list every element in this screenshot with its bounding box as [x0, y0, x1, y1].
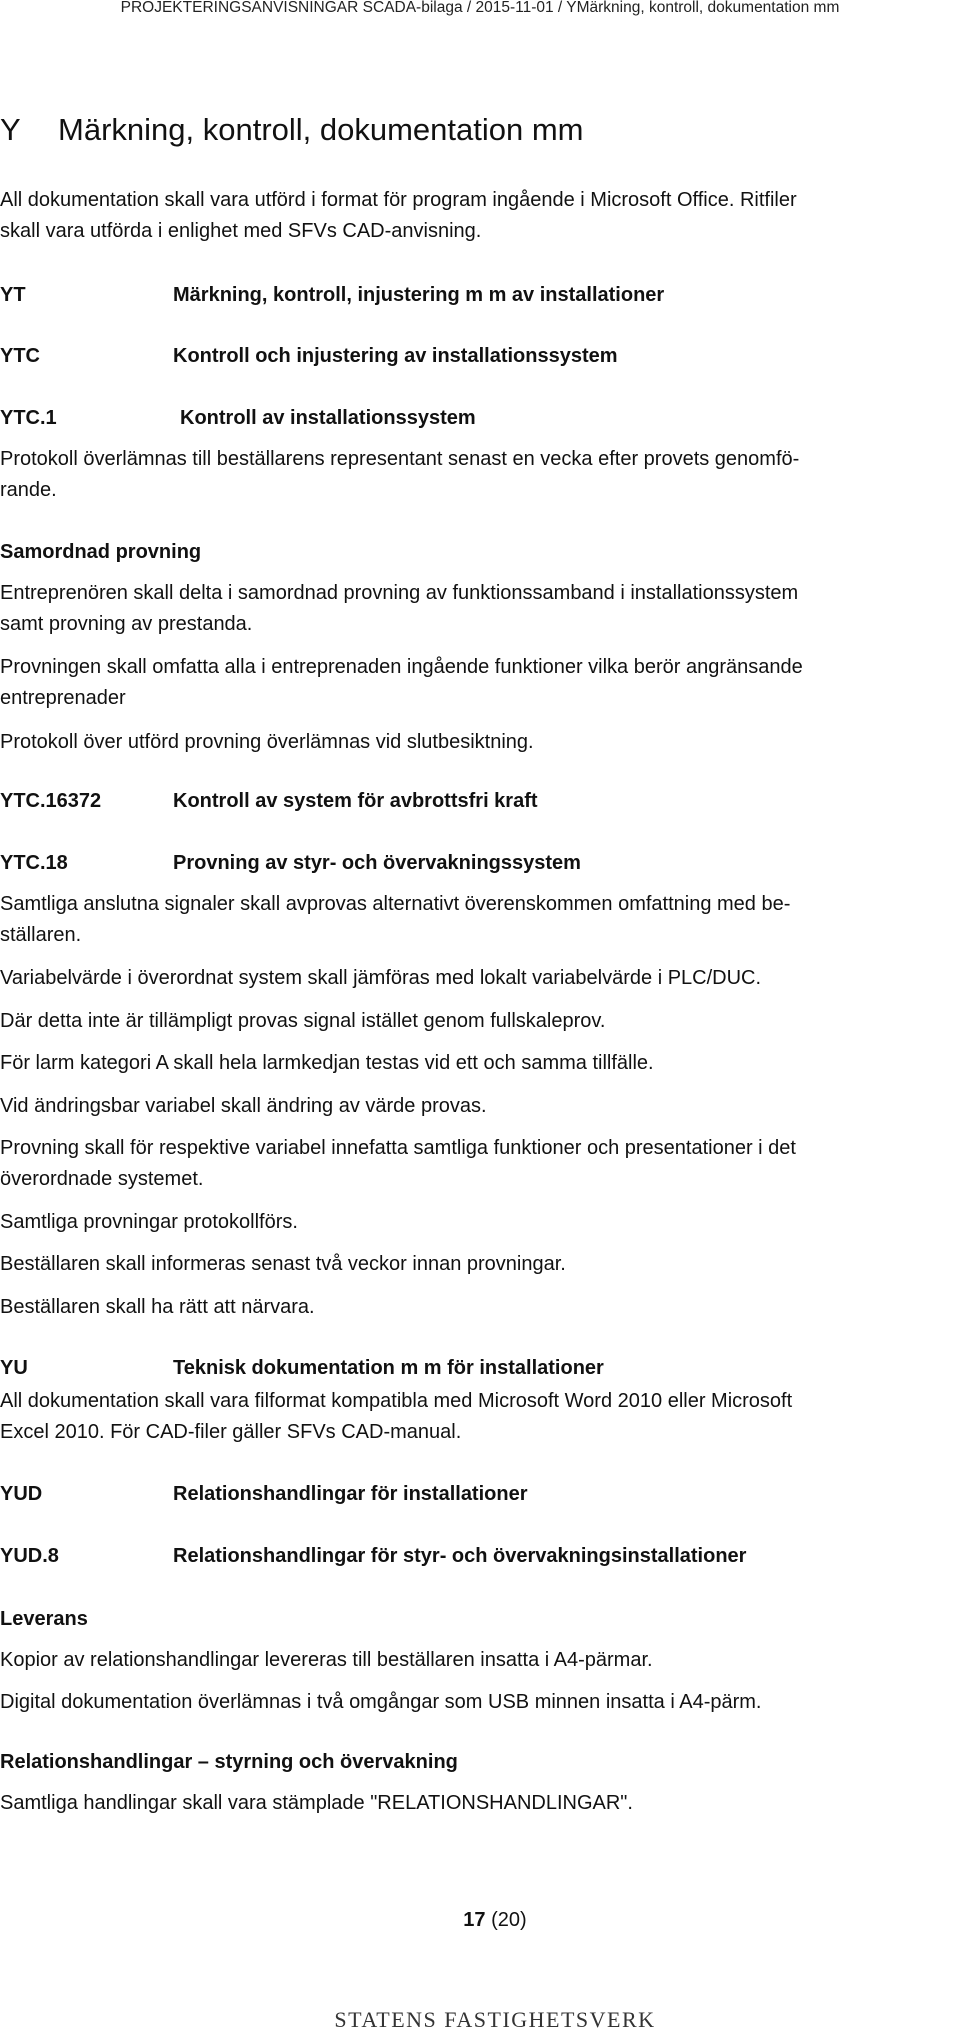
samordnad-paragraph-1 [0, 578, 945, 640]
ytc1-line-1: Protokoll överlämnas till beställarens representant senast en vecka efter provets genomfö- [0, 448, 800, 470]
section-code-ytc: YTC [0, 345, 40, 367]
yu-paragraph [0, 1386, 945, 1448]
samordnad-p1-line-2: samt provning av prestanda. [0, 613, 253, 635]
samordnad-paragraph-3: Protokoll över utförd provning överlämnas vid slutbesiktning. [0, 731, 534, 753]
section-title-ytc16372: Kontroll av system för avbrottsfri kraft [173, 790, 538, 812]
section-code-ytc16372: YTC.16372 [0, 790, 102, 812]
page-title-text: Märkning, kontroll, dokumentation mm [58, 112, 584, 147]
ytc18-paragraph-8: Beställaren skall informeras senast två veckor innan provningar. [0, 1253, 566, 1275]
leverans-paragraph-1: Kopior av relationshandlingar levereras till beställaren insatta i A4-pärmar. [0, 1649, 653, 1671]
ytc18-p1-line-2: ställaren. [0, 924, 82, 946]
intro-line-2: skall vara utförda i enlighet med SFVs CAD-anvisning. [0, 220, 482, 242]
leverans-heading: Leverans [0, 1608, 88, 1630]
ytc18-paragraph-3: Där detta inte är tillämpligt provas signal istället genom fullskaleprov. [0, 1010, 606, 1032]
section-title-ytc1: Kontroll av installationssystem [180, 407, 476, 429]
ytc18-p6-line-1: Provning skall för respektive variabel innefatta samtliga funktioner och presentationer i det [0, 1137, 796, 1159]
section-title-yt: Märkning, kontroll, injustering m m av installationer [173, 284, 665, 306]
page-title-code: Y [0, 112, 21, 147]
samordnad-p1-line-1: Entreprenören skall delta i samordnad provning av funktionssamband i installationssystem [0, 582, 799, 604]
section-title-yu: Teknisk dokumentation m m för installationer [173, 1357, 604, 1379]
ytc18-paragraph-2: Variabelvärde i överordnat system skall jämföras med lokalt variabelvärde i PLC/DUC. [0, 967, 762, 989]
ytc1-paragraph [0, 444, 945, 506]
ytc18-p6-line-2: överordnade systemet. [0, 1168, 204, 1190]
yu-line-1: All dokumentation skall vara filformat kompatibla med Microsoft Word 2010 eller Microsoft [0, 1390, 793, 1412]
intro-line-1: All dokumentation skall vara utförd i format för program ingående i Microsoft Office. Ritfiler [0, 189, 797, 211]
section-code-yud8: YUD.8 [0, 1545, 59, 1567]
ytc18-paragraph-9: Beställaren skall ha rätt att närvara. [0, 1296, 315, 1318]
section-title-ytc: Kontroll och injustering av installationssystem [173, 345, 618, 367]
running-header: PROJEKTERINGSANVISNINGAR SCADA-bilaga / 2015-11-01 / YMärkning, kontroll, dokumentation mm [120, 0, 840, 16]
footer-organization: STATENS FASTIGHETSVERK [334, 2007, 656, 2032]
section-title-ytc18: Provning av styr- och övervakningssystem [173, 852, 581, 874]
samordnad-paragraph-2 [0, 652, 945, 714]
page-number [0, 1909, 960, 1932]
ytc18-paragraph-6 [0, 1133, 945, 1195]
ytc18-p1-line-1: Samtliga anslutna signaler skall avprovas alternativt överenskommen omfattning med be- [0, 893, 791, 915]
ytc18-paragraph-7: Samtliga provningar protokollförs. [0, 1211, 298, 1233]
leverans-paragraph-2: Digital dokumentation överlämnas i två omgångar som USB minnen insatta i A4-pärm. [0, 1691, 762, 1713]
page-title [0, 110, 584, 150]
page-number-current: 17 [463, 1909, 486, 1931]
section-title-yud8: Relationshandlingar för styr- och övervakningsinstallationer [173, 1545, 747, 1567]
intro-paragraph [0, 185, 945, 247]
ytc1-line-2: rande. [0, 479, 57, 501]
section-code-yud: YUD [0, 1483, 43, 1505]
section-code-ytc1: YTC.1 [0, 407, 57, 429]
ytc18-paragraph-4: För larm kategori A skall hela larmkedjan testas vid ett och samma tillfälle. [0, 1052, 654, 1074]
samordnad-heading: Samordnad provning [0, 541, 202, 563]
section-title-yud: Relationshandlingar för installationer [173, 1483, 528, 1505]
relstyr-heading: Relationshandlingar – styrning och övervakning [0, 1751, 458, 1773]
ytc18-paragraph-5: Vid ändringsbar variabel skall ändring av värde provas. [0, 1095, 487, 1117]
section-code-yt: YT [0, 284, 26, 306]
relstyr-paragraph-1: Samtliga handlingar skall vara stämplade "RELATIONSHANDLINGAR". [0, 1792, 633, 1814]
ytc18-paragraph-1 [0, 889, 945, 951]
section-code-yu: YU [0, 1357, 28, 1379]
samordnad-p2-line-1: Provningen skall omfatta alla i entreprenaden ingående funktioner vilka berör angränsande [0, 656, 803, 678]
page-number-total: (20) [491, 1909, 527, 1931]
samordnad-p2-line-2: entreprenader [0, 687, 126, 709]
section-code-ytc18: YTC.18 [0, 852, 68, 874]
yu-line-2: Excel 2010. För CAD-filer gäller SFVs CAD-manual. [0, 1421, 462, 1443]
